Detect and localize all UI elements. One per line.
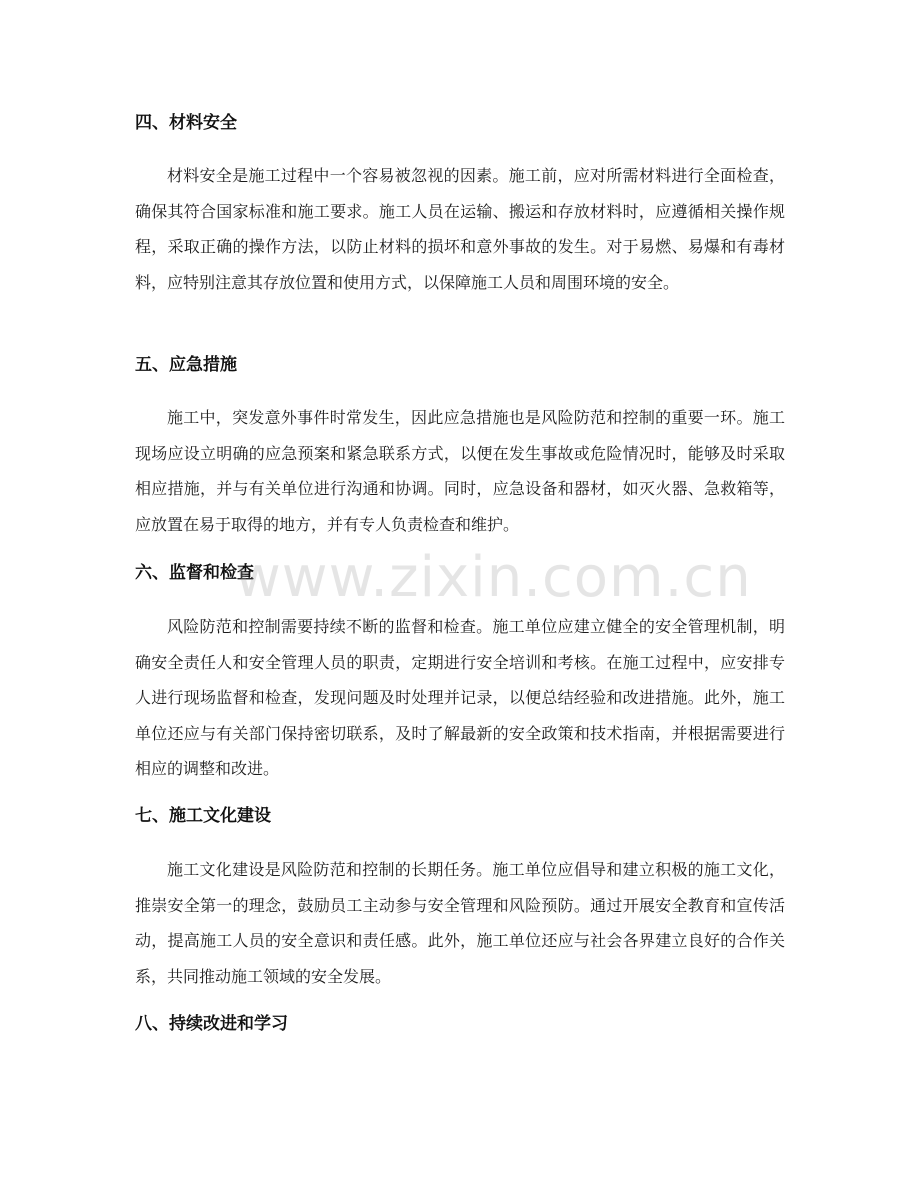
section-heading-continuous-improvement: 八、持续改进和学习 [135, 1014, 288, 1034]
section-paragraph-supervision-inspection: 风险防范和控制需要持续不断的监督和检查。施工单位应建立健全的安全管理机制，明确安全责任人和安全管理人员的职责，定期进行安全培训和考核。在施工过程中，应安排专人进行现场监督和检查，发现问题及时处理并记录，以便总结经验和改进措施。此外，施工单位还应与有关部门保持密切联系，及时了解最新的安全政策和技术指南，并根据需要进行相应的调整和改进。 [135, 617, 785, 778]
section-heading-emergency-measures: 五、应急措施 [135, 355, 237, 375]
watermark-text: www.zixin.com.cn [235, 545, 752, 610]
section-heading-material-safety: 四、材料安全 [135, 113, 237, 133]
section-paragraph-material-safety: 材料安全是施工过程中一个容易被忽视的因素。施工前，应对所需材料进行全面检查，确保其符合国家标准和施工要求。施工人员在运输、搬运和存放材料时，应遵循相关操作规程，采取正确的操作方法，以防止材料的损坏和意外事故的发生。对于易燃、易爆和有毒材料，应特别注意其存放位置和使用方式，以保障施工人员和周围环境的安全。 [135, 166, 785, 292]
section-paragraph-emergency-measures: 施工中，突发意外事件时常发生，因此应急措施也是风险防范和控制的重要一环。施工现场应设立明确的应急预案和紧急联系方式，以便在发生事故或危险情况时，能够及时采取相应措施，并与有关单位进行沟通和协调。同时，应急设备和器材，如灭火器、急救箱等，应放置在易于取得的地方，并有专人负责检查和维护。 [135, 408, 785, 534]
section-heading-supervision-inspection: 六、监督和检查 [135, 563, 254, 583]
section-paragraph-construction-culture: 施工文化建设是风险防范和控制的长期任务。施工单位应倡导和建立积极的施工文化，推崇安全第一的理念，鼓励员工主动参与安全管理和风险预防。通过开展安全教育和宣传活动，提高施工人员的安全意识和责任感。此外，施工单位还应与社会各界建立良好的合作关系，共同推动施工领域的安全发展。 [135, 860, 785, 986]
section-heading-construction-culture: 七、施工文化建设 [135, 806, 271, 826]
